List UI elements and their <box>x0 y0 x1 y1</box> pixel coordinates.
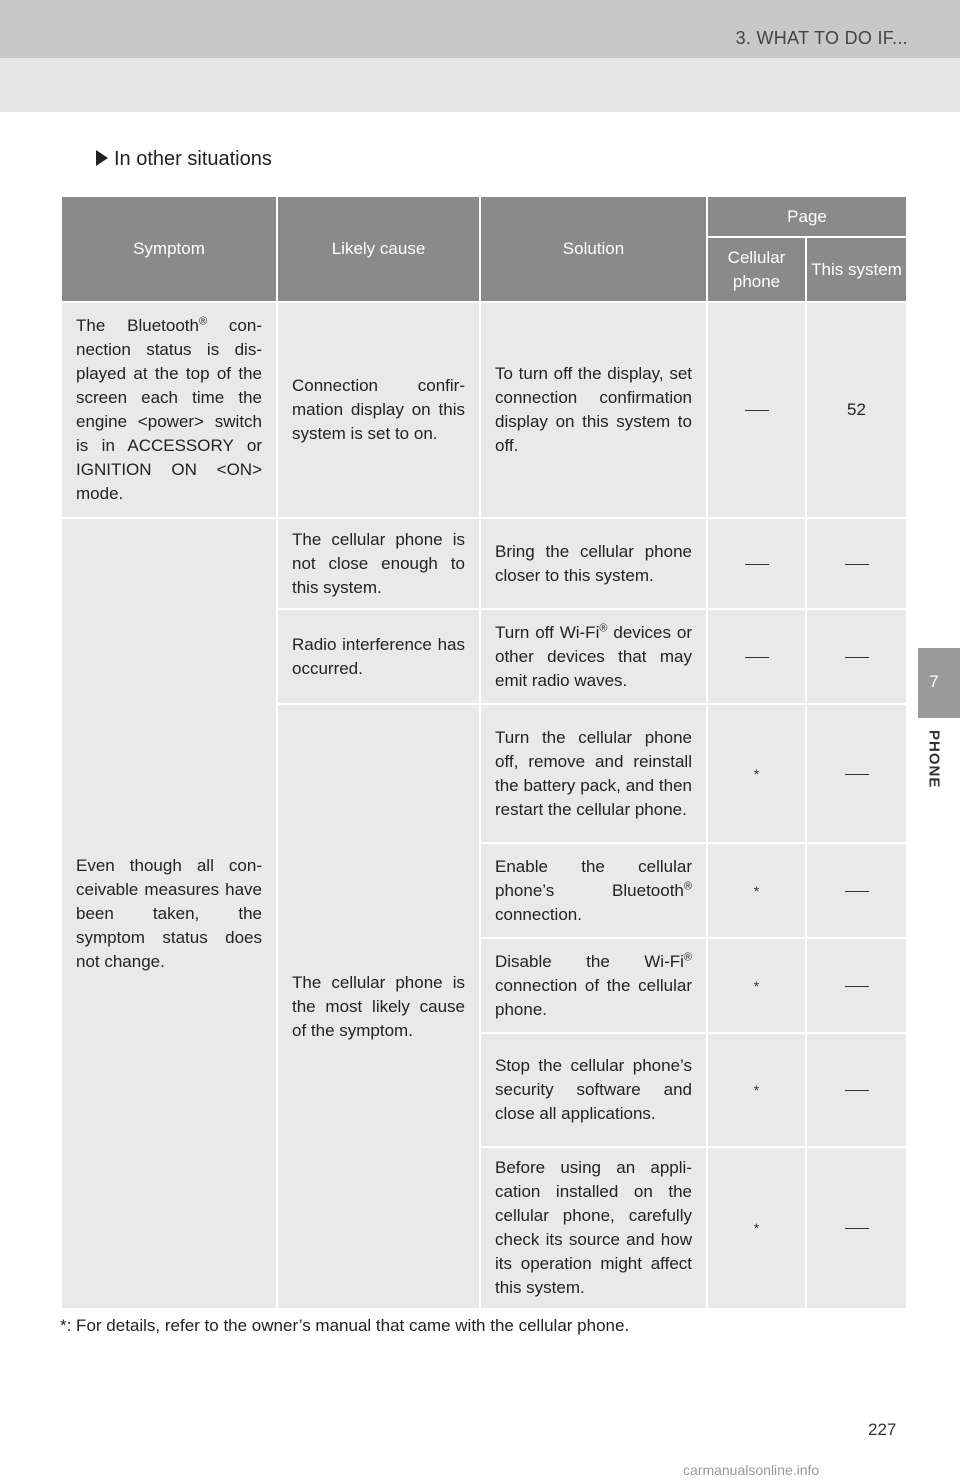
chapter-title: 3. WHAT TO DO IF... <box>735 28 908 48</box>
header-this-system: This system <box>806 237 907 302</box>
page-system-cell <box>806 518 907 609</box>
page-system-cell <box>806 938 907 1033</box>
table-row <box>61 518 907 609</box>
section-title <box>96 148 272 171</box>
asterisk-mark: * <box>753 882 760 899</box>
asterisk-mark: * <box>753 977 760 994</box>
page-header <box>0 0 960 112</box>
cause-cell: Connection confirmation display on this system is set to on. <box>277 302 480 518</box>
cause-cell: Radio interference has occurred. <box>277 609 480 704</box>
page-system-cell: 52 <box>806 302 907 518</box>
page-phone-cell <box>707 609 806 704</box>
header-solution: Solution <box>480 196 707 302</box>
page-system-cell <box>806 1033 907 1147</box>
symptom-cell: Even though all conceivable measures have been taken, the symptom status does not change. <box>61 518 277 1309</box>
troubleshooting-table <box>60 195 908 1310</box>
solution-cell: To turn off the display, set connection confirmation display on this system to off. <box>480 302 707 518</box>
dash-mark <box>745 564 769 565</box>
solution-cell: Bring the cellular phone closer to this system. <box>480 518 707 609</box>
page-number: 227 <box>868 1420 897 1439</box>
chapter-tab-label <box>912 730 958 810</box>
solution-cell: Enable the cellular phone’s Bluetooth® connection. <box>480 843 707 938</box>
page-system-cell <box>806 704 907 843</box>
header-page: Page <box>707 196 907 237</box>
asterisk-mark: * <box>753 1082 760 1098</box>
dash-mark <box>845 657 869 658</box>
page-phone-cell <box>707 1033 806 1147</box>
solution-cell: Stop the cellular phone’s security software and close all applications. <box>480 1033 707 1147</box>
chapter-tab-label-text: PHONE <box>925 730 943 789</box>
page-phone-cell <box>707 938 806 1033</box>
solution-cell: Turn off Wi-Fi® devices or other devices that may emit radio waves. <box>480 609 707 704</box>
page-phone-cell <box>707 302 806 518</box>
dash-mark <box>845 1090 869 1091</box>
page-phone-cell <box>707 704 806 843</box>
asterisk-mark: * <box>753 765 760 782</box>
table-row <box>61 302 907 518</box>
solution-cell: Disable the Wi-Fi® connection of the cellular phone. <box>480 938 707 1033</box>
dash-mark <box>845 564 869 565</box>
dash-mark <box>845 891 869 892</box>
header-cellular-phone: Cellular phone <box>707 237 806 302</box>
triangle-bullet-icon <box>96 150 108 166</box>
page-system-cell <box>806 843 907 938</box>
dash-mark <box>845 986 869 987</box>
footnote: *: For details, refer to the owner’s manual that came with the cellular phone. <box>60 1316 630 1335</box>
header-symptom: Symptom <box>61 196 277 302</box>
page-phone-cell <box>707 518 806 609</box>
dash-mark <box>745 657 769 658</box>
dash-mark <box>745 410 769 411</box>
symptom-cell: The Bluetooth® connection status is displayed at the top of the screen each time the engine <power> switch is in ACCESSORY or IGNITION ON <ON> mode. <box>61 302 277 518</box>
page-phone-cell <box>707 843 806 938</box>
cause-cell: The cellular phone is the most likely cause of the symptom. <box>277 704 480 1309</box>
page-system-cell <box>806 1147 907 1309</box>
solution-cell: Before using an application installed on the cellular phone, carefully check its source and how its operation might affect this system. <box>480 1147 707 1309</box>
dash-mark <box>845 774 869 775</box>
header-likely-cause: Likely cause <box>277 196 480 302</box>
asterisk-mark: * <box>753 1220 760 1236</box>
cause-cell: The cellular phone is not close enough to this system. <box>277 518 480 609</box>
watermark[interactable]: carmanualsonline.info <box>683 1462 820 1478</box>
page-system-cell <box>806 609 907 704</box>
solution-cell: Turn the cellular phone off, remove and reinstall the battery pack, and then restart the cellular phone. <box>480 704 707 843</box>
dash-mark <box>845 1228 869 1229</box>
chapter-tab-number: 7 <box>929 672 939 691</box>
page-phone-cell <box>707 1147 806 1309</box>
section-title-text: In other situations <box>114 148 272 170</box>
